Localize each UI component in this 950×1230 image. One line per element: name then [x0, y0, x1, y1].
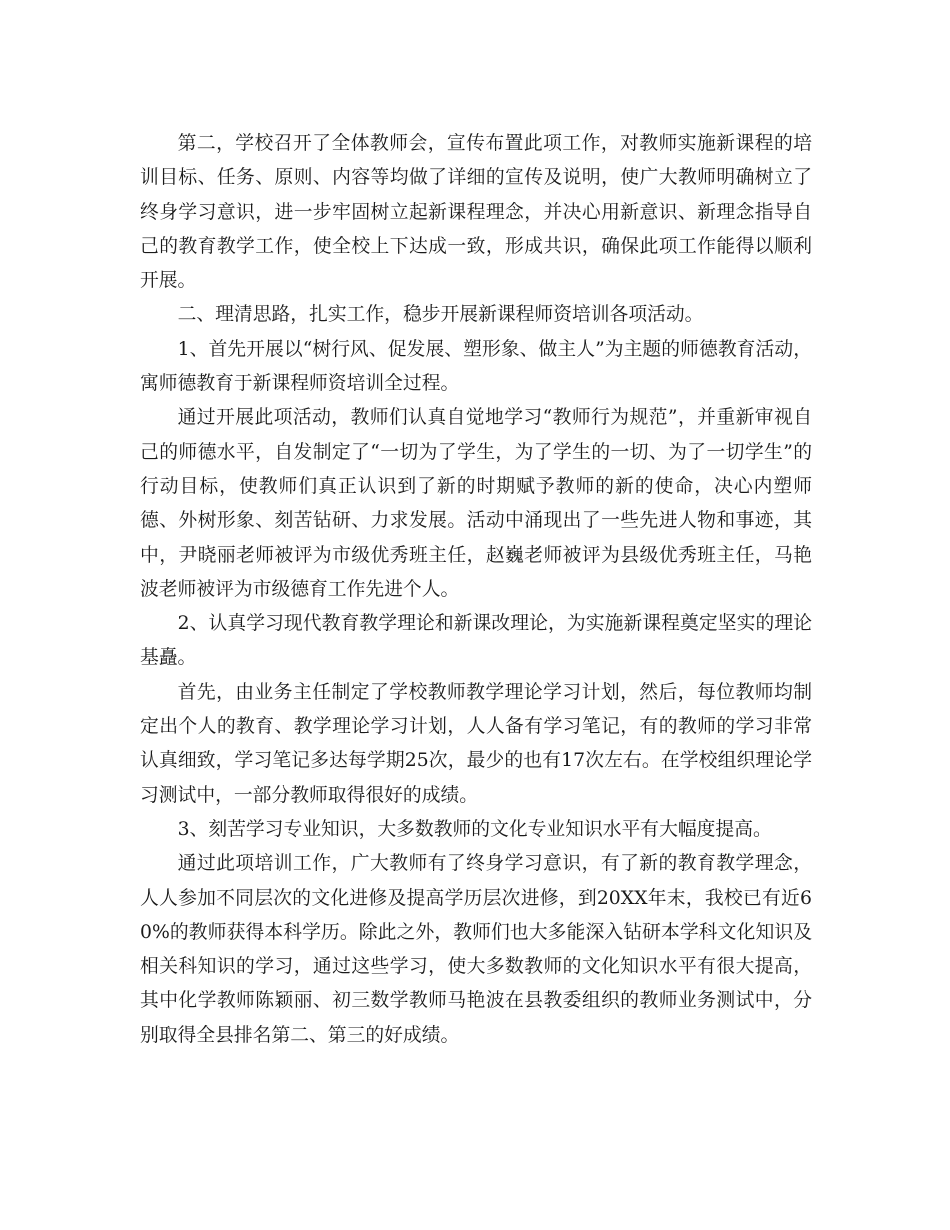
paragraph-ethics-activity: 通过开展此项活动，教师们认真自觉地学习“教师行为规范”，并重新审视自己的师德水平，自发制定了“一切为了学生，为了学生的一切、为了一切学生”的行动目标，使教师们真正认识到了新的时期赋予教师的新的使命，决心内塑师德、外树形象、刻苦钻研、力求发展。活动中涌现出了一些先进人物和事迹，其中，尹晓丽老师被评为市级优秀班主任，赵巍老师被评为县级优秀班主任，马艳波老师被评为市级德育工作先进个人。	[140, 407, 812, 600]
item-heading-2: 2、认真学习现代教育教学理论和新课改理论，为实施新课程奠定坚实的理论基矗。	[140, 613, 812, 669]
section-heading-two: 二、理清思路，扎实工作，稳步开展新课程师资培训各项活动。	[177, 304, 704, 326]
item-heading-1: 1、首先开展以“树行风、促发展、塑形象、做主人”为主题的师德教育活动，寓师德教育于新课程师资培训全过程。	[140, 338, 812, 395]
paragraph-training-results: 通过此项培训工作，广大教师有了终身学习意识，有了新的教育教学理念，人人参加不同层次的文化进修及提高学历层次进修，到20XX年末，我校已有近60%的教师获得本科学历。除此之外，教师们也大多能深入钻研本学科文化知识及相关科知识的学习，通过这些学习，使大多数教师的文化知识水平有很大提高，其中化学教师陈颖丽、初三数学教师马艳波在县教委组织的教师业务测试中，分别取得全县排名第二、第三的好成绩。	[140, 853, 812, 1046]
paragraph-theory-study: 首先，由业务主任制定了学校教师教学理论学习计划，然后，每位教师均制定出个人的教育、教学理论学习计划，人人备有学习笔记，有的教师的学习非常认真细致，学习笔记多达每学期25次，最少的也有17次左右。在学校组织理论学习测试中，一部分教师取得很好的成绩。	[140, 681, 812, 806]
document-body	[140, 127, 812, 1053]
paragraph-second-point: 第二，学校召开了全体教师会，宣传布置此项工作，对教师实施新课程的培训目标、任务、原则、内容等均做了详细的宣传及说明，使广大教师明确树立了终身学习意识，进一步牢固树立起新课程理念，并决心用新意识、新理念指导自己的教育教学工作，使全校上下达成一致，形成共识，确保此项工作能得以顺利开展。	[140, 133, 812, 292]
item-heading-3: 3、刻苦学习专业知识，大多数教师的文化专业知识水平有大幅度提高。	[177, 818, 772, 840]
